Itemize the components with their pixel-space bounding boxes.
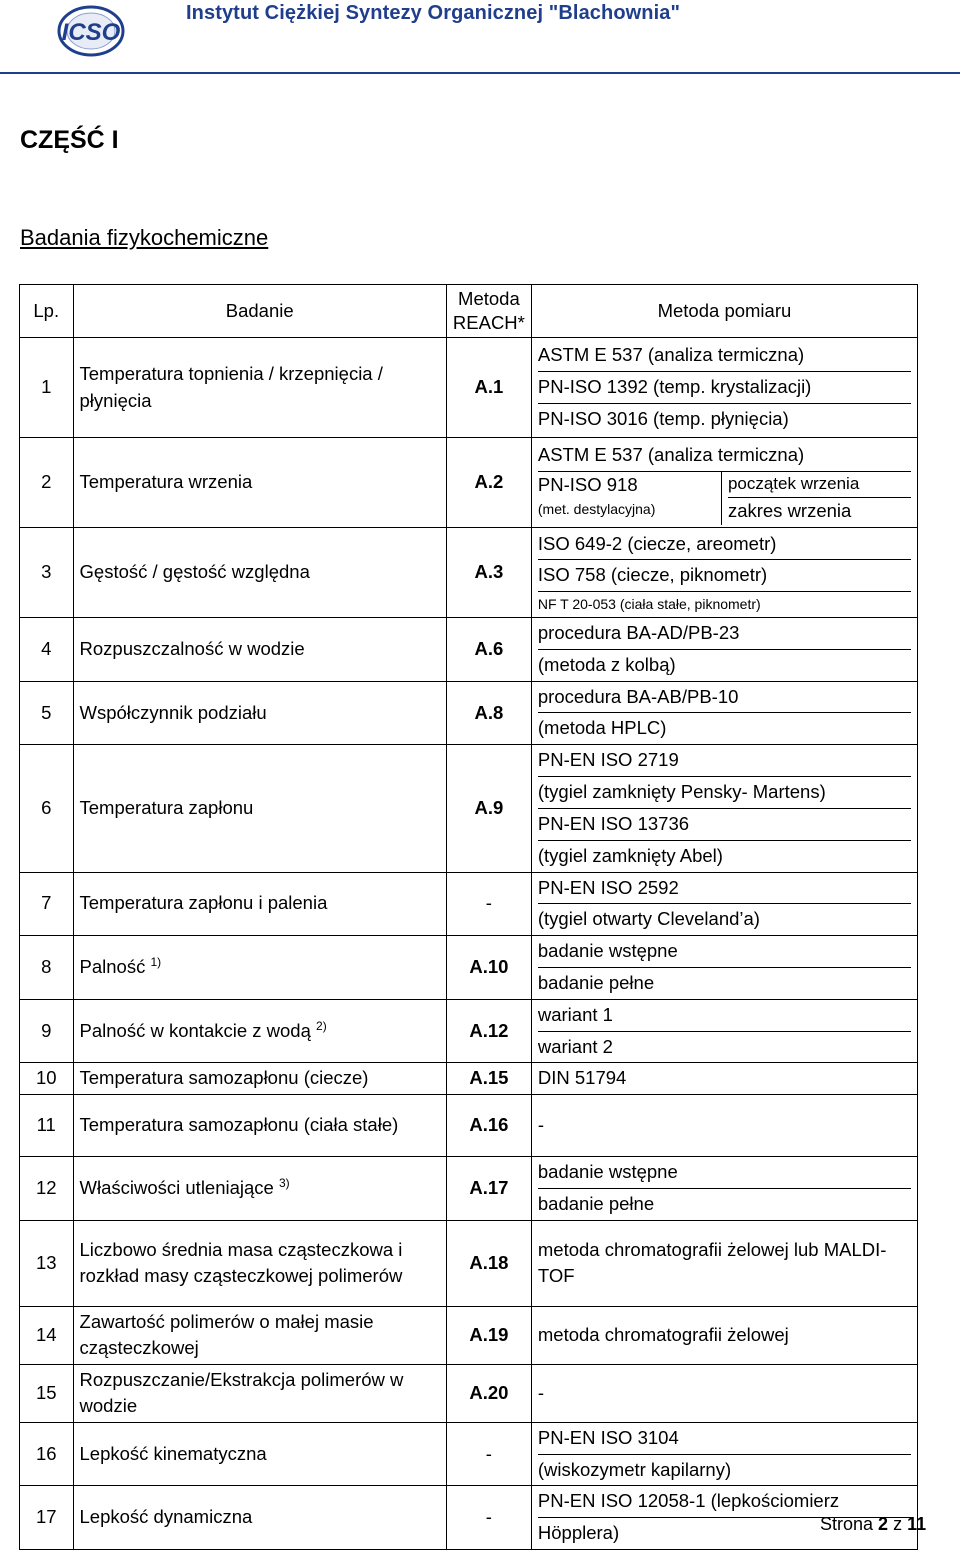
method-line: DIN 51794 [537,1067,627,1089]
row-number: 12 [20,1157,74,1221]
method-line: metoda chromatografii żelowej lub MALDI-TOF [537,1238,887,1287]
footnote-ref: 1) [150,954,162,969]
table-header-row [20,285,918,338]
method-line: (wiskozymetr kapilarny) [537,1458,732,1480]
row-measurement-method [531,1306,917,1364]
tests-table [19,284,918,1550]
method-line: zakres wrzenia [727,499,852,521]
method-line: badanie wstępne [538,1157,911,1189]
method-line: PN-ISO 3016 (temp. płynięcia) [537,407,789,429]
table-row [20,438,918,528]
row-measurement-method [531,1157,917,1221]
row-reach-method: A.18 [446,1220,531,1306]
table-row [20,1157,918,1221]
row-measurement-method [531,1364,917,1422]
row-reach-method: A.8 [446,681,531,745]
row-measurement-method [531,1220,917,1306]
method-line: wariant 2 [537,1035,613,1057]
method-line: Höpplera) [537,1522,620,1544]
row-measurement-method [531,1063,917,1095]
row-test-name: Lepkość kinematyczna [73,1422,446,1486]
row-number: 3 [20,528,74,618]
table-row [20,338,918,438]
row-test-name: Rozpuszczanie/Ekstrakcja polimerów w wodzie [73,1364,446,1422]
footnote-ref: 3) [278,1176,290,1191]
header-divider [0,72,960,74]
row-test-name: Temperatura samozapłonu (ciała stałe) [73,1095,446,1157]
row-reach-method: - [446,1486,531,1550]
method-line: (tygiel zamknięty Abel) [537,844,723,866]
row-reach-method: A.17 [446,1157,531,1221]
row-reach-method: A.10 [446,936,531,1000]
row-measurement-method [531,745,917,872]
method-line: badanie pełne [537,971,655,993]
method-line: procedura BA-AD/PB-23 [538,618,911,650]
method-line: ISO 649-2 (ciecze, areometr) [538,529,911,561]
row-test-name: Temperatura topnienia / krzepnięcia / płynięcia [73,338,446,438]
table-row [20,936,918,1000]
method-line: PN-ISO 1392 (temp. krystalizacji) [538,372,911,404]
method-line: procedura BA-AB/PB-10 [538,682,911,714]
method-line: - [537,1114,545,1136]
method-line: PN-EN ISO 2719 [538,745,911,777]
row-test-name: Współczynnik podziału [73,681,446,745]
table-row [20,1364,918,1422]
institute-name: Instytut Ciężkiej Syntezy Organicznej "Blachownia" [186,2,681,24]
row-number: 4 [20,618,74,682]
row-measurement-method [531,999,917,1063]
row-number: 6 [20,745,74,872]
method-line: ISO 758 (ciecze, piknometr) [538,560,911,592]
table-row [20,1063,918,1095]
row-reach-method: - [446,1422,531,1486]
row-reach-method: A.20 [446,1364,531,1422]
row-test-name: Palność $^{1)}$ [73,936,446,1000]
method-line: wariant 1 [538,1000,911,1032]
header-badanie: Badanie [73,285,446,338]
row-reach-method: A.9 [446,745,531,872]
part-title: CZĘŚĆ I [20,126,119,154]
row-measurement-method [531,681,917,745]
row-number: 8 [20,936,74,1000]
method-line: metoda chromatografii żelowej [537,1323,789,1345]
icso-logo [56,4,126,58]
row-number: 9 [20,999,74,1063]
method-line: ASTM E 537 (analiza termiczna) [538,340,911,372]
boiling-split [538,472,911,524]
row-reach-method: A.15 [446,1063,531,1095]
row-number: 13 [20,1220,74,1306]
table-row [20,618,918,682]
row-reach-method: A.2 [446,438,531,528]
row-measurement-method [531,872,917,936]
row-measurement-method [531,1095,917,1157]
row-reach-method: A.1 [446,338,531,438]
row-measurement-method [531,1422,917,1486]
row-number: 11 [20,1095,74,1157]
table-row [20,528,918,618]
footnote-ref: 2) [316,1018,327,1033]
row-number: 17 [20,1486,74,1550]
row-measurement-method [531,936,917,1000]
table-row [20,1422,918,1486]
row-test-name: Temperatura wrzenia [73,438,446,528]
method-line: ASTM E 537 (analiza termiczna) [538,440,911,472]
table-row [20,999,918,1063]
table-row [20,1220,918,1306]
row-number: 1 [20,338,74,438]
table-row [20,1095,918,1157]
row-test-name: Liczbowo średnia masa cząsteczkowa i rozkład masy cząsteczkowej polimerów [73,1220,446,1306]
row-number: 15 [20,1364,74,1422]
row-test-name: Gęstość / gęstość względna [73,528,446,618]
method-line: badanie pełne [537,1193,655,1214]
method-line: PN-ISO 918 [537,474,638,496]
table-row [20,1486,918,1550]
method-line: PN-EN ISO 13736 [538,809,911,841]
row-test-name: Palność w kontakcie z wodą $^{2)}$ [73,999,446,1063]
row-test-name: Właściwości utleniające $^{3)}$ [73,1157,446,1221]
logo-text: ICSO [61,19,121,46]
method-line: PN-EN ISO 3104 [538,1423,911,1455]
row-measurement-method [531,338,917,438]
page-footer: Strona 2 z 11 [820,1514,927,1534]
method-line: (metoda z kolbą) [537,653,676,675]
header-lp: Lp. [20,285,74,338]
method-line: NF T 20-053 (ciała stałe, piknometr) [537,596,761,613]
row-reach-method: A.3 [446,528,531,618]
row-test-name: Temperatura zapłonu i palenia [73,872,446,936]
row-number: 2 [20,438,74,528]
table-row [20,745,918,872]
row-test-name: Zawartość polimerów o małej masie cząsteczkowej [73,1306,446,1364]
row-measurement-method [531,528,917,618]
row-test-name: Rozpuszczalność w wodzie [73,618,446,682]
method-line: początek wrzenia [728,472,911,498]
row-test-name: Temperatura zapłonu [73,745,446,872]
method-line: PN-EN ISO 2592 [538,873,911,905]
header-metoda-pomiaru: Metoda pomiaru [531,285,917,338]
row-reach-method: A.16 [446,1095,531,1157]
method-line: (metoda HPLC) [537,717,667,739]
row-reach-method: A.19 [446,1306,531,1364]
row-reach-method: - [446,872,531,936]
row-reach-method: A.12 [446,999,531,1063]
row-test-name: Temperatura samozapłonu (ciecze) [73,1063,446,1095]
page-header [0,0,960,74]
section-title: Badania fizykochemiczne [20,225,269,250]
method-line: (tygiel otwarty Cleveland’a) [537,908,760,930]
row-reach-method: A.6 [446,618,531,682]
row-measurement-method [531,618,917,682]
method-line: - [537,1381,545,1403]
method-line: (met. destylacyjna) [537,500,656,517]
row-number: 5 [20,681,74,745]
table-row [20,681,918,745]
table-row [20,872,918,936]
method-line: (tygiel zamknięty Pensky- Martens) [538,777,911,809]
row-number: 14 [20,1306,74,1364]
method-line: PN-EN ISO 12058-1 (lepkościomierz [538,1486,911,1518]
row-number: 10 [20,1063,74,1095]
header-metoda-reach: Metoda REACH* [446,285,531,338]
table-row [20,1306,918,1364]
method-line: badanie wstępne [538,936,911,968]
row-test-name: Lepkość dynamiczna [73,1486,446,1550]
row-number: 16 [20,1422,74,1486]
row-measurement-method [531,438,917,528]
row-number: 7 [20,872,74,936]
